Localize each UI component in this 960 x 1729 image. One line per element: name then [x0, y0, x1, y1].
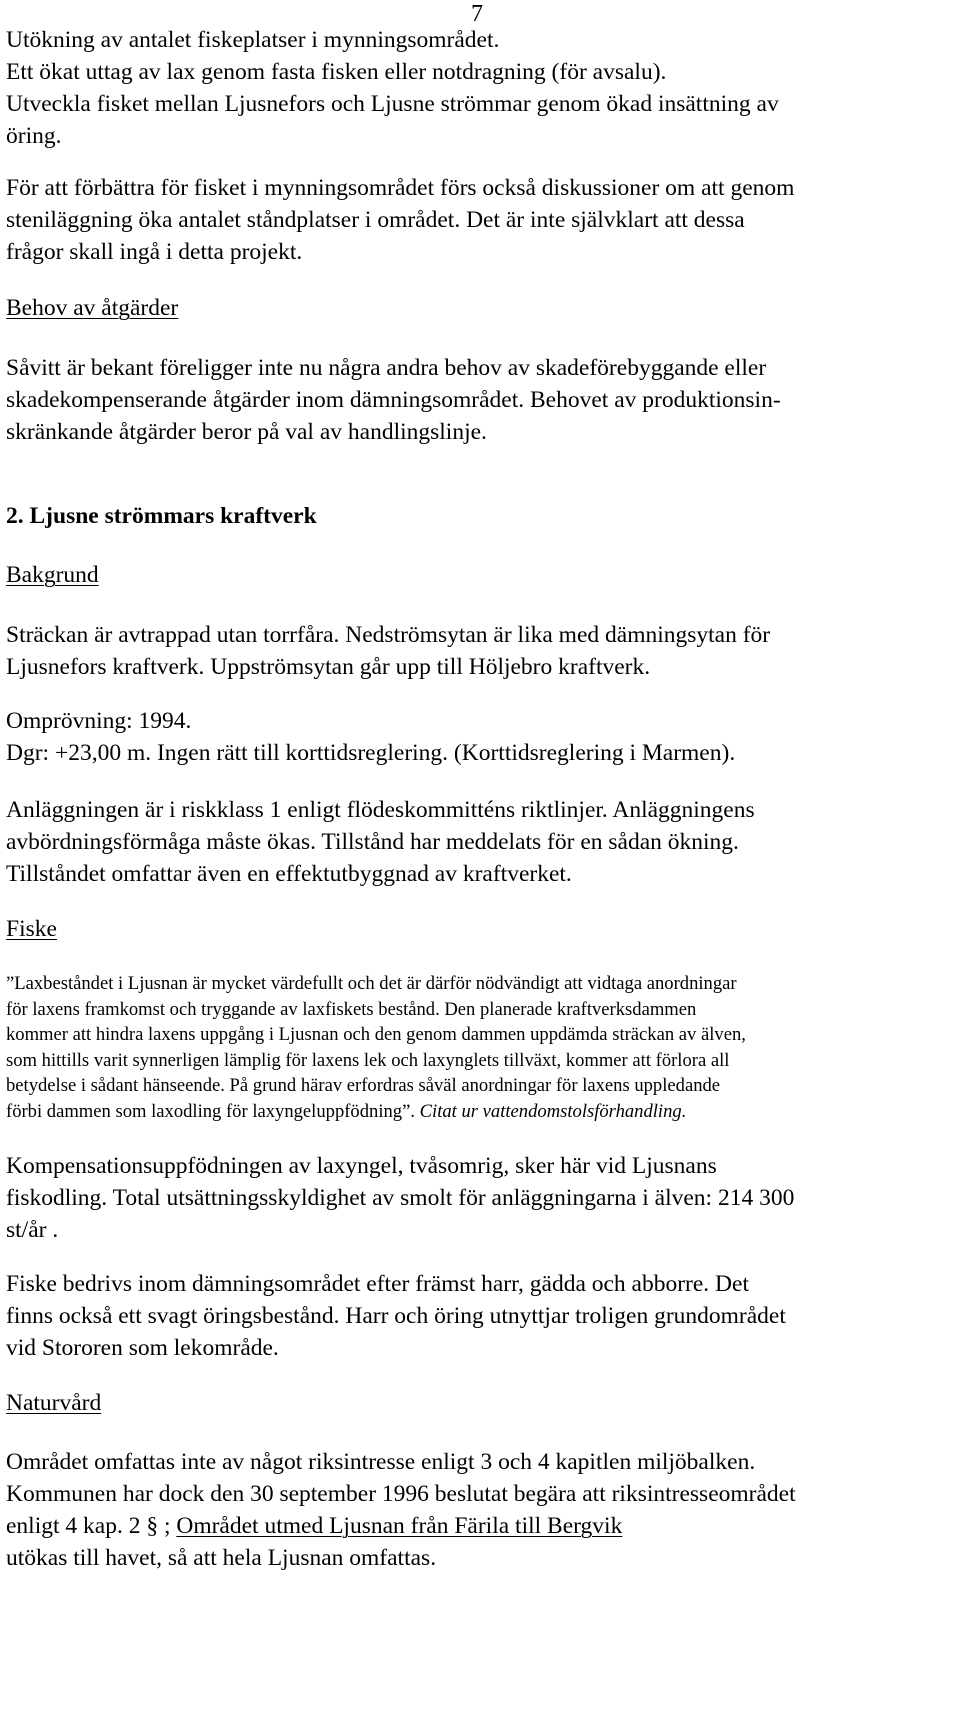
quote-text: förbi dammen som laxodling för laxyngeluppfödning”.: [6, 1100, 415, 1122]
text-line: Ljusnefors kraftverk. Uppströmsytan går upp till Höljebro kraftverk.: [6, 654, 651, 680]
quote-line: som hittills varit synnerligen lämplig för laxens lek och laxynglets tillväxt, kommer att förlora all: [6, 1049, 730, 1071]
text-line: st/år .: [6, 1217, 59, 1243]
quote-line: betydelse i sådant hänseende. På grund härav erfordras såväl anordningar för laxens uppledande: [6, 1075, 721, 1097]
text-line: Området omfattas inte av något riksintresse enligt 3 och 4 kapitlen miljöbalken.: [6, 1449, 756, 1475]
text-line: Sträckan är avtrappad utan torrfåra. Nedströmsytan är lika med dämningsytan för: [6, 622, 771, 648]
text-line: Kommunen har dock den 30 september 1996 beslutat begära att riksintresseområdet: [6, 1481, 796, 1507]
naturvard-paragraph: [6, 1446, 951, 1574]
section-heading: 2. Ljusne strömmars kraftverk: [6, 503, 317, 529]
text-line: frågor skall ingå i detta projekt.: [6, 239, 303, 265]
text-line: utökas till havet, så att hela Ljusnan omfattas.: [6, 1545, 437, 1571]
quote-line: kommer att hindra laxens uppgång i Ljusnan och den genom dammen uppdämda sträckan av älven,: [6, 1024, 746, 1046]
intro-line: Utveckla fisket mellan Ljusnefors och Ljusne strömmar genom ökad insättning av: [6, 91, 779, 117]
text-line: finns också ett svagt öringsbestånd. Harr och öring utnyttjar troligen grundområdet: [6, 1303, 786, 1329]
fiske-paragraph: [6, 1268, 951, 1364]
text-line: skränkande åtgärder beror på val av handlingslinje.: [6, 419, 487, 445]
text-line: Kompensationsuppfödningen av laxyngel, tvåsomrig, sker här vid Ljusnans: [6, 1153, 717, 1179]
bakgrund-paragraph: [6, 619, 951, 683]
quote-paragraph: [6, 971, 951, 1125]
text-line: [6, 1510, 951, 1542]
behov-heading: Behov av åtgärder: [6, 295, 179, 321]
text-line: Dgr: +23,00 m. Ingen rätt till korttidsreglering. (Korttidsreglering i Marmen).: [6, 740, 736, 766]
intro-line: Utökning av antalet fiskeplatser i mynningsområdet.: [6, 27, 500, 53]
fiske-heading: Fiske: [6, 916, 57, 942]
text-line: Anläggningen är i riskklass 1 enligt flödeskommitténs riktlinjer. Anläggningens: [6, 797, 755, 823]
quote-citation: Citat ur vattendomstolsförhandling.: [419, 1100, 687, 1122]
page-number: 7: [471, 1, 483, 27]
text-line: fiskodling. Total utsättningsskyldighet av smolt för anläggningarna i älven: 214 300: [6, 1185, 795, 1211]
anlaggning-paragraph: [6, 794, 951, 890]
intro-line: Ett ökat uttag av lax genom fasta fisken eller notdragning (för avsalu).: [6, 59, 667, 85]
text-line: Såvitt är bekant föreligger inte nu några andra behov av skadeförebyggande eller: [6, 355, 767, 381]
behov-paragraph: [6, 352, 951, 448]
text-line: För att förbättra för fisket i mynningsområdet förs också diskussioner om att genom: [6, 175, 795, 201]
improvement-paragraph: [6, 172, 951, 268]
text-line: Tillståndet omfattar även en effektutbyggnad av kraftverket.: [6, 861, 572, 887]
text-span: enligt 4 kap. 2 § ;: [6, 1513, 177, 1539]
text-line: Fiske bedrivs inom dämningsområdet efter främst harr, gädda och abborre. Det: [6, 1271, 749, 1297]
kompensation-paragraph: [6, 1150, 951, 1246]
quote-line: för laxens framkomst och tryggande av laxfiskets bestånd. Den planerade kraftverksdammen: [6, 998, 697, 1020]
quote-line: [6, 1099, 951, 1125]
text-line: avbördningsförmåga måste ökas. Tillstånd har meddelats för en sådan ökning.: [6, 829, 739, 855]
text-line: Omprövning: 1994.: [6, 708, 192, 734]
intro-list: [6, 24, 951, 152]
bakgrund-heading: Bakgrund: [6, 562, 99, 588]
text-line: skadekompenserande åtgärder inom dämningsområdet. Behovet av produktionsin-: [6, 387, 781, 413]
omprovning-paragraph: [6, 705, 951, 769]
naturvard-heading: Naturvård: [6, 1390, 102, 1416]
text-line: steniläggning öka antalet ståndplatser i området. Det är inte självklart att dessa: [6, 207, 745, 233]
intro-line: öring.: [6, 123, 62, 149]
underlined-area-text: Området utmed Ljusnan från Färila till Bergvik: [176, 1513, 623, 1539]
quote-line: ”Laxbeståndet i Ljusnan är mycket värdefullt och det är därför nödvändigt att vidtaga anordningar: [6, 973, 737, 994]
text-line: vid Stororen som lekområde.: [6, 1335, 279, 1361]
